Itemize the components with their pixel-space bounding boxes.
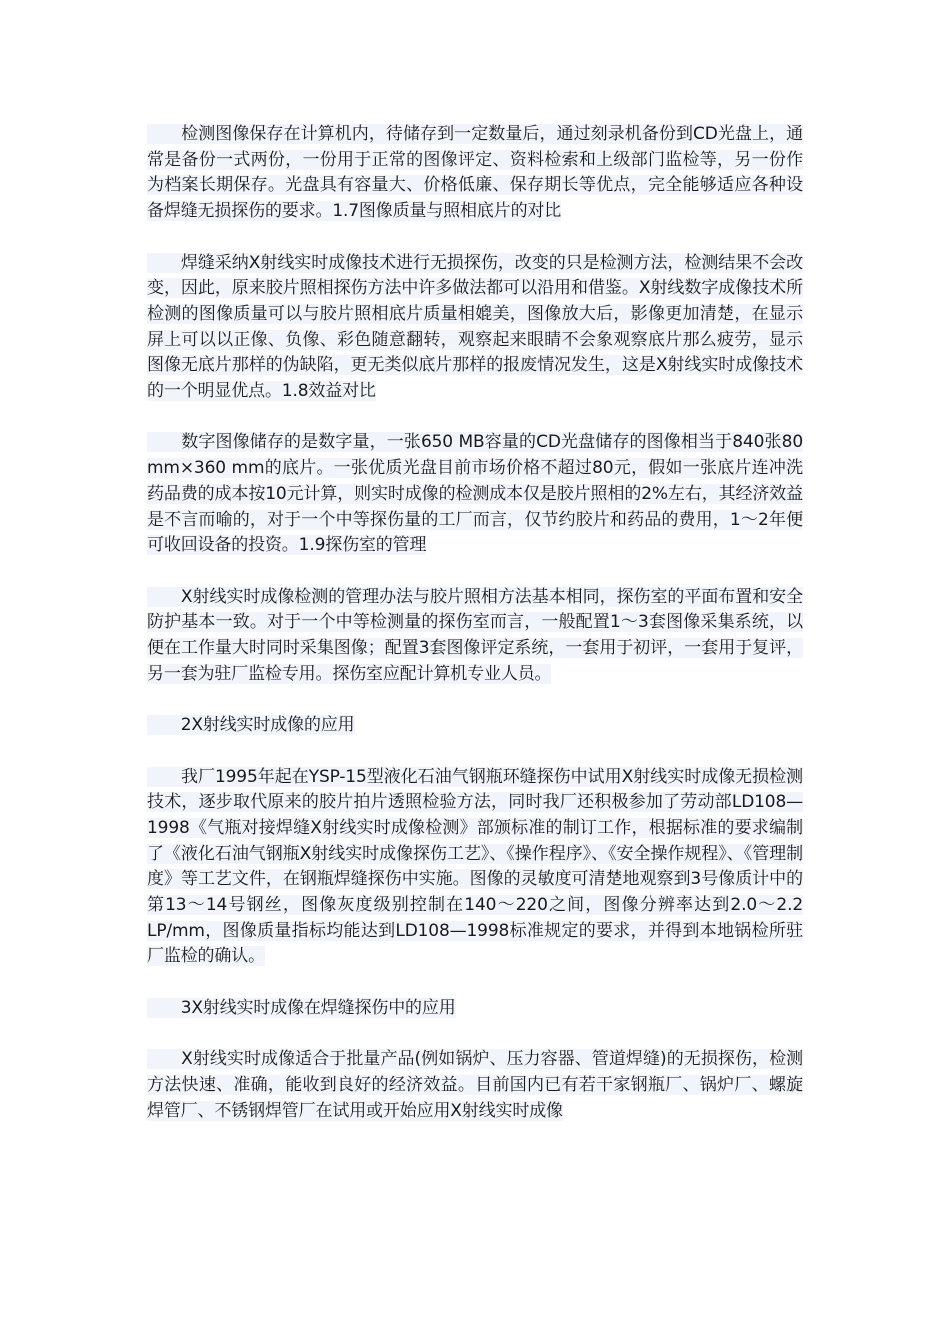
paragraph-gap: [147, 1022, 803, 1048]
paragraph-gap: [147, 405, 803, 431]
document-body: [147, 122, 803, 1124]
paragraph-gap: [147, 970, 803, 996]
paragraph-gap: [147, 687, 803, 713]
paragraph-gap: [147, 559, 803, 585]
section-heading-weld-inspection: 3X射线实时成像在焊缝探伤中的应用: [147, 997, 456, 1018]
paragraph-gap: [147, 225, 803, 251]
paragraph-gap: [147, 739, 803, 765]
paragraph-image-quality: 焊缝采纳X射线实时成像技术进行无损探伤，改变的只是检测方法，检测结果不会改变，因此，原来胶片照相探伤方法中许多做法都可以沿用和借鉴。X射线数字成像技术所检测的图像质量可以与胶片照相底片质量相媲美，图像放大后，影像更加清楚，在显示屏上可以以正像、负像、彩色随意翻转，观察起来眼睛不会象观察底片那么疲劳，显示图像无底片那样的伪缺陷，更无类似底片那样的报废情况发生，这是X射线实时成像技术的一个明显优点。1.8效益对比: [147, 252, 803, 402]
section-heading-application: 2X射线实时成像的应用: [147, 715, 355, 736]
paragraph-batch-products: X射线实时成像适合于批量产品(例如锅炉、压力容器、管道焊缝)的无损探伤，检测方法快速、准确，能收到良好的经济效益。目前国内已有若干家钢瓶厂、锅炉厂、螺旋焊管厂、不锈钢焊管厂在试用或开始应用X射线实时成像: [147, 1049, 803, 1121]
paragraph-factory-use: 我厂1995年起在YSP-15型液化石油气钢瓶环缝探伤中试用X射线实时成像无损检测技术，逐步取代原来的胶片拍片透照检验方法，同时我厂还积极参加了劳动部LD108—1998《气瓶对接焊缝X射线实时成像检测》部颁标准的制订工作，根据标准的要求编制了《液化石油气钢瓶X射线实时成像探伤工艺》、《操作程序》、《安全操作规程》、《管理制度》等工艺文件，在钢瓶焊缝探伤中实施。图像的灵敏度可清楚地观察到3号像质计中的第13～14号钢丝，图像灰度级别控制在140～220之间，图像分辨率达到2.0～2.2 LP/mm，图像质量指标均能达到LD108—1998标准规定的要求，并得到本地锅检所驻厂监检的确认。: [147, 766, 803, 967]
paragraph-room-management: X射线实时成像检测的管理办法与胶片照相方法基本相同，探伤室的平面布置和安全防护基本一致。对于一个中等检测量的探伤室而言，一般配置1～3套图像采集系统，以便在工作量大时同时采集图像；配置3套图像评定系统，一套用于初评，一套用于复评，另一套为驻厂监检专用。探伤室应配计算机专业人员。: [147, 586, 803, 684]
paragraph-image-storage: 检测图像保存在计算机内，待储存到一定数量后，通过刻录机备份到CD光盘上，通常是备份一式两份，一份用于正常的图像评定、资料检索和上级部门监检等，另一份作为档案长期保存。光盘具有容量大、价格低廉、保存期长等优点，完全能够适应各种设备焊缝无损探伤的要求。1.7图像质量与照相底片的对比: [147, 124, 803, 222]
paragraph-benefit: 数字图像储存的是数字量，一张650 MB容量的CD光盘储存的图像相当于840张80 mm×360 mm的底片。一张优质光盘目前市场价格不超过80元，假如一张底片连冲洗药品费的成本按10元计算，则实时成像的检测成本仅是胶片照相的2%左右，其经济效益是不言而喻的，对于一个中等探伤量的工厂而言，仅节约胶片和药品的费用，1～2年便可收回设备的投资。1.9探伤室的管理: [147, 432, 803, 556]
